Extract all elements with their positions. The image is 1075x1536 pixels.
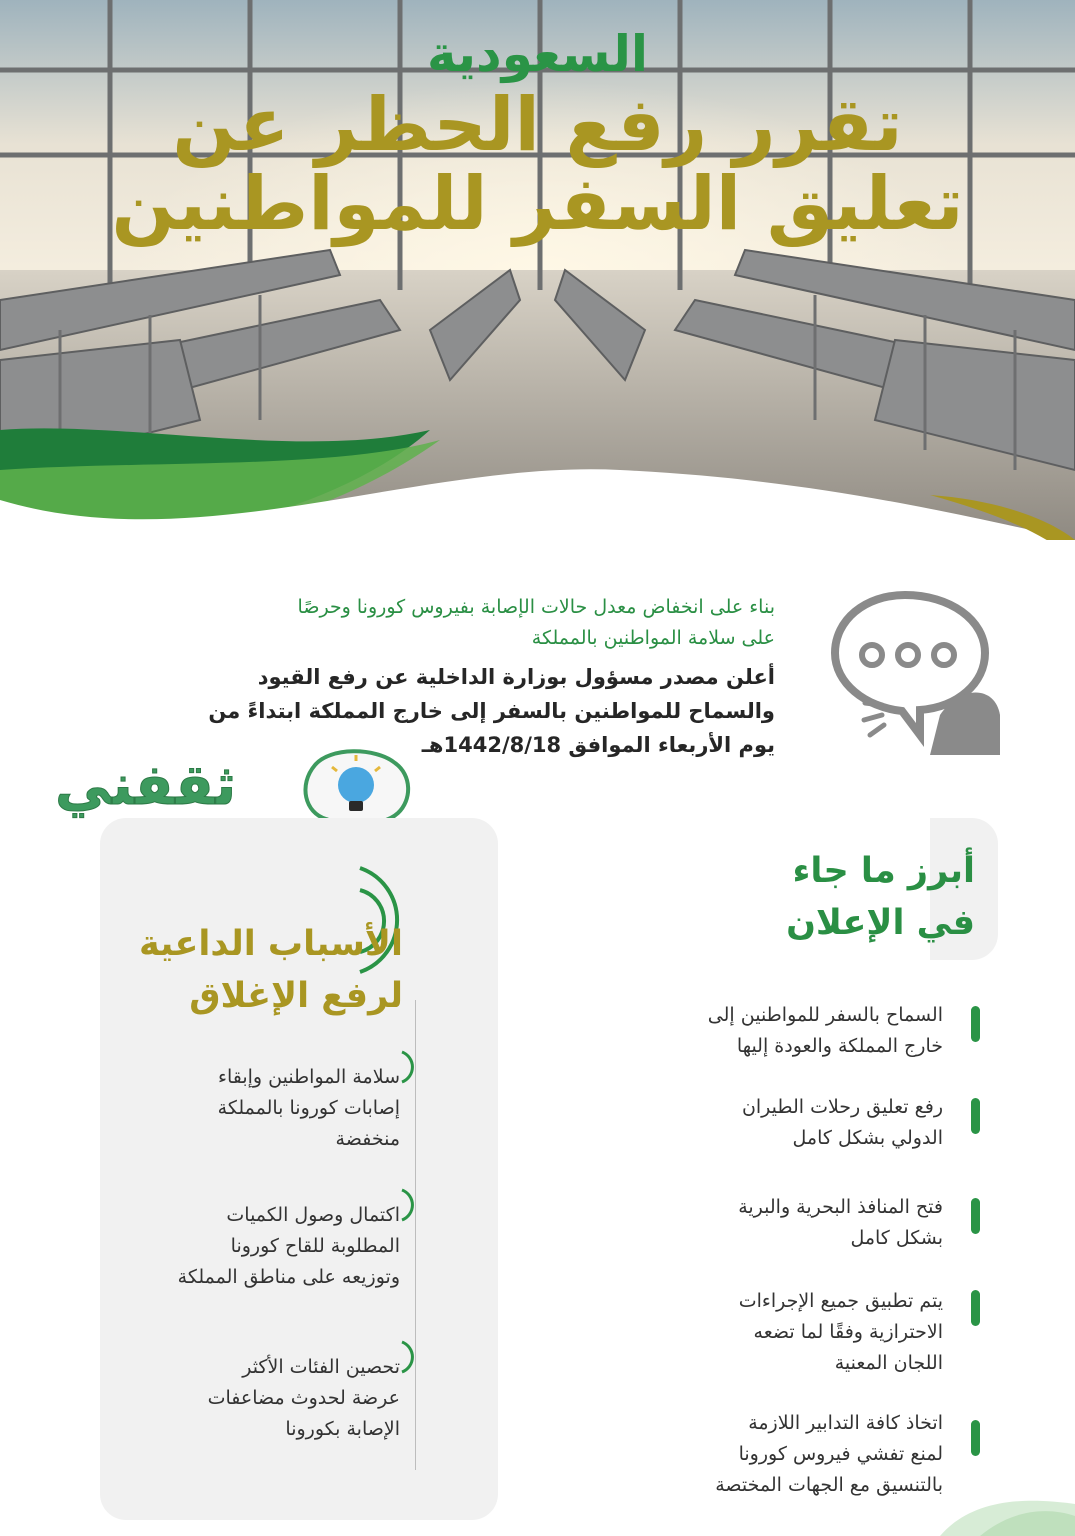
highlight-item-1: [623, 1000, 943, 1062]
reason-3-line1: تحصين الفئات الأكثر: [242, 1356, 400, 1378]
reason-1-line2: إصابات كورونا بالمملكة: [217, 1097, 400, 1119]
hero-banner: [0, 0, 1075, 540]
reasons-title-line2: لرفع الإغلاق: [189, 976, 403, 1016]
hero-title-line3: تعليق السفر للمواطنين: [111, 161, 964, 248]
reason-item-1: [100, 1062, 400, 1155]
intro-dark-line1: أعلن مصدر مسؤول بوزارة الداخلية عن رفع القيود: [257, 665, 775, 689]
highlight-5-line2: لمنع تفشي فيروس كورونا: [738, 1443, 943, 1465]
intro-green-line1: بناء على انخفاض معدل حالات الإصابة بفيروس كورونا وحرصًا: [297, 596, 775, 618]
highlight-1-line2: خارج المملكة والعودة إليها: [736, 1035, 943, 1057]
hero-title-line2: تقرر رفع الحظر عن: [172, 81, 903, 168]
reason-1-line1: سلامة المواطنين وإبقاء: [218, 1066, 400, 1088]
highlight-4-line3: اللجان المعنية: [834, 1352, 943, 1374]
reason-item-3: [100, 1352, 400, 1445]
hero-title-line1: السعودية: [426, 25, 649, 83]
reason-3-line3: الإصابة بكورونا: [285, 1418, 400, 1440]
reason-1-arc-icon: [398, 1046, 432, 1086]
highlights-title-line1: أبرز ما جاء: [792, 851, 975, 891]
reasons-title: [83, 918, 403, 1022]
hero-title: [0, 25, 1075, 248]
highlight-item-4: [623, 1286, 943, 1379]
intro-dark-line3: يوم الأربعاء الموافق 1442/8/18هـ: [421, 733, 775, 757]
highlight-4-bar: [971, 1290, 980, 1326]
highlight-3-bar: [971, 1198, 980, 1234]
highlights-title: [675, 845, 975, 949]
reasons-title-line1: الأسباب الداعية: [138, 924, 403, 964]
intro-paragraph: [75, 592, 775, 762]
highlight-5-bar: [971, 1420, 980, 1456]
reason-3-line2: عرضة لحدوث مضاعفات: [207, 1387, 400, 1409]
highlight-item-3: [623, 1192, 943, 1254]
reason-2-line3: وتوزيعه على مناطق المملكة: [177, 1266, 400, 1288]
reason-2-arc-icon: [398, 1184, 432, 1224]
reason-2-line2: المطلوبة للقاح كورونا: [230, 1235, 400, 1257]
intro-dark-line2: والسماح للمواطنين بالسفر إلى خارج المملكة ابتداءً من: [208, 699, 775, 723]
highlight-item-2: [623, 1092, 943, 1154]
highlight-3-line1: فتح المنافذ البحرية والبرية: [738, 1196, 943, 1218]
reason-item-2: [100, 1200, 400, 1293]
highlight-5-line3: بالتنسيق مع الجهات المختصة: [715, 1474, 943, 1496]
reason-2-line1: اكتمال وصول الكميات: [226, 1204, 400, 1226]
highlight-item-5: [623, 1408, 943, 1501]
highlight-1-line1: السماح بالسفر للمواطنين إلى: [707, 1004, 943, 1026]
highlight-2-bar: [971, 1098, 980, 1134]
highlights-title-line2: في الإعلان: [786, 903, 975, 943]
highlight-4-line2: الاحترازية وفقًا لما تضعه: [753, 1321, 943, 1343]
highlight-2-line2: الدولي بشكل كامل: [792, 1127, 943, 1149]
logo-text: ثقفني: [55, 753, 237, 818]
reason-3-arc-icon: [398, 1336, 432, 1376]
highlight-5-line1: اتخاذ كافة التدابير اللازمة: [748, 1412, 943, 1434]
highlight-4-line1: يتم تطبيق جميع الإجراءات: [738, 1290, 943, 1312]
highlight-3-line2: بشكل كامل: [850, 1227, 943, 1249]
intro-green-line2: على سلامة المواطنين بالمملكة: [531, 627, 775, 649]
leaf-decoration-icon: [930, 1496, 1075, 1536]
highlight-2-line1: رفع تعليق رحلات الطيران: [741, 1096, 943, 1118]
highlight-1-bar: [971, 1006, 980, 1042]
reason-1-line3: منخفضة: [335, 1128, 400, 1150]
chat-bubble-speaking-icon: [820, 575, 1000, 755]
